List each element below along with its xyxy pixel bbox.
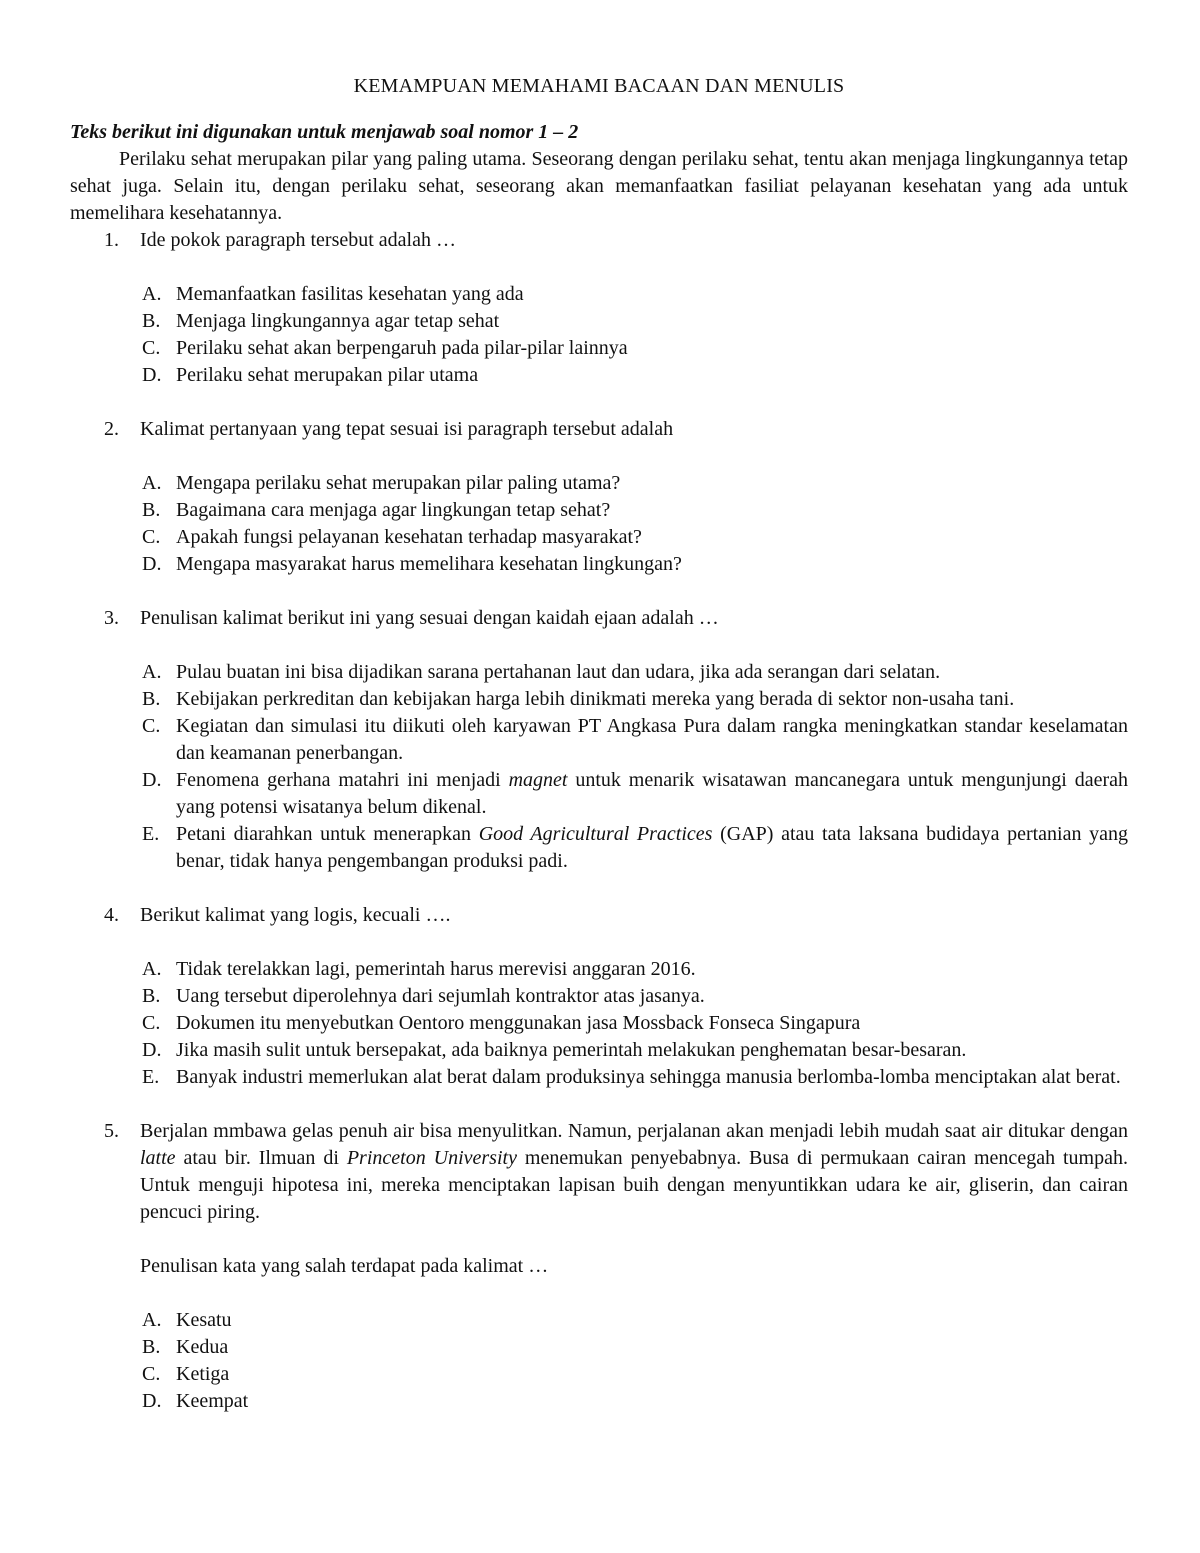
answer-option[interactable]: [70, 335, 1128, 362]
option-text: Menjaga lingkungannya agar tetap sehat: [176, 310, 500, 332]
option-text: Keempat: [176, 1390, 249, 1412]
option-text: Petani diarahkan untuk menerapkan Good Agricultural Practices (GAP) atau tata laksana budidaya pertanian yang benar, tidak hanya pengembangan produksi padi.: [176, 823, 1129, 872]
option-letter: B.: [142, 985, 161, 1007]
option-letter: A.: [142, 283, 162, 305]
answer-option[interactable]: [70, 713, 1128, 767]
answer-option[interactable]: [70, 1064, 1128, 1091]
option-letter: D.: [142, 1390, 162, 1412]
option-letter: B.: [142, 688, 161, 710]
passage-intro: Teks berikut ini digunakan untuk menjawab soal nomor 1 – 2: [70, 121, 579, 143]
option-text: Mengapa masyarakat harus memelihara kesehatan lingkungan?: [176, 553, 682, 575]
passage-text: Perilaku sehat merupakan pilar yang paling utama. Seseorang dengan perilaku sehat, tentu akan menjaga lingkungannya tetap sehat juga. Selain itu, dengan perilaku sehat, seseorang akan memanfaatkan fasiliat pelayanan kesehatan yang ada untuk memelihara kesehatannya.: [70, 148, 1128, 224]
option-letter: C.: [142, 337, 161, 359]
question-text: Ide pokok paragraph tersebut adalah …: [140, 229, 456, 251]
question-text: Berikut kalimat yang logis, kecuali ….: [140, 904, 451, 926]
question-number: 1.: [104, 229, 119, 251]
option-text: Kedua: [176, 1336, 229, 1358]
option-letter: A.: [142, 472, 162, 494]
answer-options: [70, 659, 1128, 875]
question-text: Penulisan kata yang salah terdapat pada kalimat …: [140, 1255, 549, 1277]
option-text: Mengapa perilaku sehat merupakan pilar paling utama?: [176, 472, 621, 494]
answer-option[interactable]: [70, 767, 1128, 821]
answer-option[interactable]: [70, 686, 1128, 713]
option-text: Fenomena gerhana matahri ini menjadi magnet untuk menarik wisatawan mancanegara untuk mengunjungi daerah yang potensi wisatanya belum dikenal.: [176, 769, 1128, 818]
answer-option[interactable]: [70, 524, 1128, 551]
option-text: Apakah fungsi pelayanan kesehatan terhadap masyarakat?: [176, 526, 642, 548]
answer-options: [70, 956, 1128, 1091]
answer-option[interactable]: [70, 659, 1128, 686]
option-text: Banyak industri memerlukan alat berat dalam produksinya sehingga manusia berlomba-lomba menciptakan alat berat.: [176, 1066, 1121, 1088]
answer-option[interactable]: [70, 983, 1128, 1010]
answer-option[interactable]: [70, 308, 1128, 335]
option-letter: A.: [142, 1309, 162, 1331]
question-number: 3.: [104, 607, 119, 629]
answer-option[interactable]: [70, 1334, 1128, 1361]
option-letter: C.: [142, 1012, 161, 1034]
question-3: [70, 605, 1128, 875]
page-title: KEMAMPUAN MEMAHAMI BACAAN DAN MENULIS: [353, 75, 845, 97]
option-letter: A.: [142, 661, 162, 683]
answer-options: [70, 1307, 1128, 1415]
option-text: Kebijakan perkreditan dan kebijakan harga lebih dinikmati mereka yang berada di sektor non-usaha tani.: [176, 688, 1015, 710]
option-text: Kegiatan dan simulasi itu diikuti oleh karyawan PT Angkasa Pura dalam rangka meningkatkan standar keselamatan dan keamanan penerbangan.: [176, 715, 1128, 764]
question-4: [70, 902, 1128, 1091]
answer-option[interactable]: [70, 281, 1128, 308]
answer-option[interactable]: [70, 956, 1128, 983]
option-letter: D.: [142, 769, 162, 791]
option-text: Pulau buatan ini bisa dijadikan sarana pertahanan laut dan udara, jika ada serangan dari selatan.: [176, 661, 941, 683]
option-text: Jika masih sulit untuk bersepakat, ada baiknya pemerintah melakukan penghematan besar-besaran.: [176, 1039, 967, 1061]
answer-option[interactable]: [70, 497, 1128, 524]
answer-option[interactable]: [70, 470, 1128, 497]
option-text: Perilaku sehat akan berpengaruh pada pilar-pilar lainnya: [176, 337, 628, 359]
question-text: Penulisan kalimat berikut ini yang sesuai dengan kaidah ejaan adalah …: [140, 607, 719, 629]
question-number: 5.: [104, 1120, 119, 1142]
option-text: Kesatu: [176, 1309, 232, 1331]
option-text: Ketiga: [176, 1363, 230, 1385]
option-letter: C.: [142, 1363, 161, 1385]
answer-options: [70, 281, 1128, 389]
option-text: Tidak terelakkan lagi, pemerintah harus merevisi anggaran 2016.: [176, 958, 696, 980]
answer-option[interactable]: [70, 551, 1128, 578]
option-letter: D.: [142, 553, 162, 575]
option-text: Bagaimana cara menjaga agar lingkungan tetap sehat?: [176, 499, 611, 521]
answer-option[interactable]: [70, 1388, 1128, 1415]
question-5: [70, 1118, 1128, 1415]
answer-option[interactable]: [70, 1361, 1128, 1388]
option-letter: E.: [142, 823, 160, 845]
answer-options: [70, 470, 1128, 578]
option-letter: D.: [142, 364, 162, 386]
option-letter: B.: [142, 310, 161, 332]
question-text: Kalimat pertanyaan yang tepat sesuai isi paragraph tersebut adalah: [140, 418, 674, 440]
answer-option[interactable]: [70, 1307, 1128, 1334]
option-letter: B.: [142, 499, 161, 521]
option-letter: C.: [142, 715, 161, 737]
question-number: 4.: [104, 904, 119, 926]
option-text: Uang tersebut diperolehnya dari sejumlah kontraktor atas jasanya.: [176, 985, 705, 1007]
option-letter: D.: [142, 1039, 162, 1061]
option-letter: E.: [142, 1066, 160, 1088]
option-letter: B.: [142, 1336, 161, 1358]
option-letter: A.: [142, 958, 162, 980]
question-number: 2.: [104, 418, 119, 440]
answer-option[interactable]: [70, 1037, 1128, 1064]
option-text: Dokumen itu menyebutkan Oentoro menggunakan jasa Mossback Fonseca Singapura: [176, 1012, 861, 1034]
option-text: Memanfaatkan fasilitas kesehatan yang ada: [176, 283, 524, 305]
question-passage: Berjalan mmbawa gelas penuh air bisa menyulitkan. Namun, perjalanan akan menjadi lebih mudah saat air ditukar dengan latte atau bir. Ilmuan di Princeton University menemukan penyebabnya. Busa di permukaan cairan mencegah tumpah. Untuk menguji hipotesa ini, mereka menciptakan lapisan buih dengan menyuntikkan udara ke air, gliserin, dan cairan pencuci piring.: [140, 1120, 1128, 1223]
question-2: [70, 416, 1128, 578]
answer-option[interactable]: [70, 821, 1128, 875]
option-text: Perilaku sehat merupakan pilar utama: [176, 364, 479, 386]
answer-option[interactable]: [70, 362, 1128, 389]
answer-option[interactable]: [70, 1010, 1128, 1037]
question-1: [70, 227, 1128, 389]
option-letter: C.: [142, 526, 161, 548]
